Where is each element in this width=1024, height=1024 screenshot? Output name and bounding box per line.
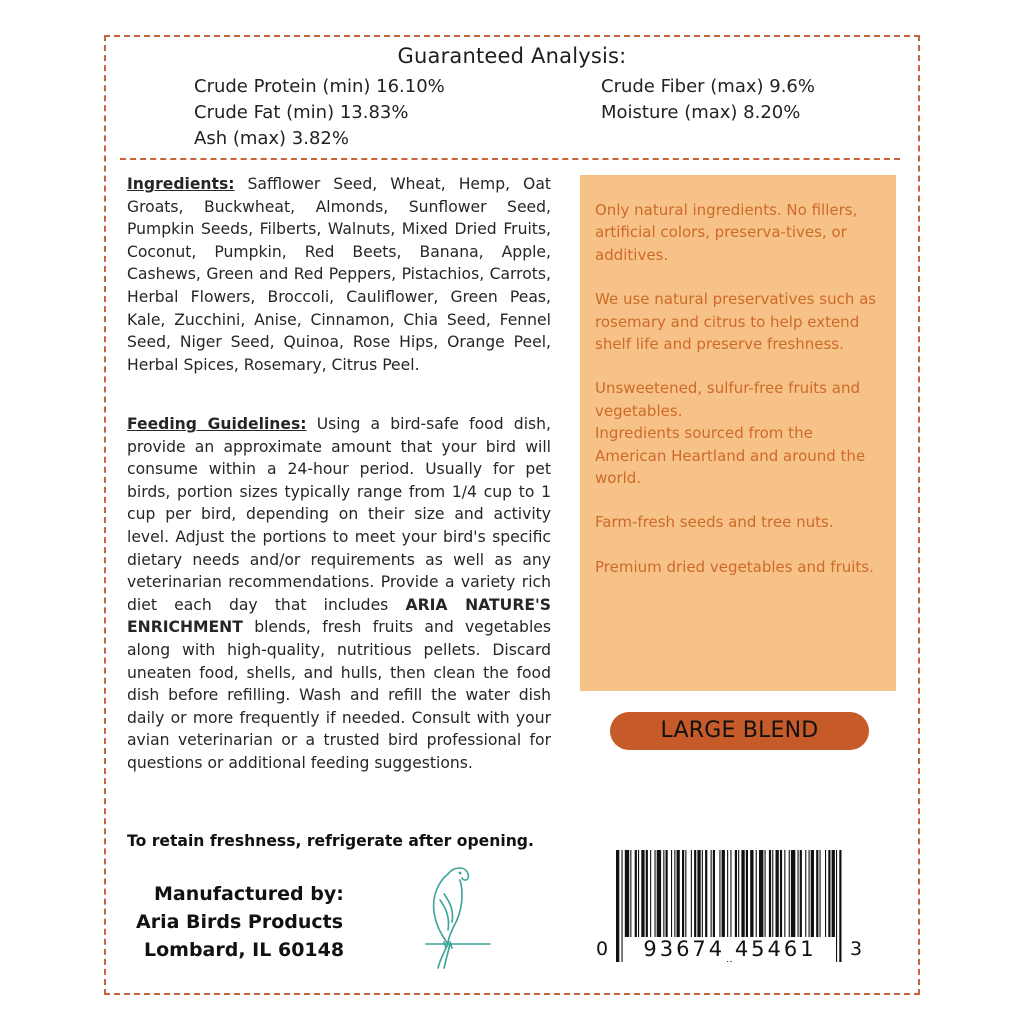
claim-natural: Only natural ingredients. No fillers, artificial colors, preserva-tives, or additives. [595,201,858,264]
storage-note: To retain freshness, refrigerate after opening. [127,832,534,850]
manufacturer-name: Aria Birds Products [136,911,344,933]
barcode-number: 93674 45461 [624,937,836,961]
blend-badge: LARGE BLEND [610,712,869,750]
feeding-guidelines-section [127,413,551,775]
ingredients-text: Safflower Seed, Wheat, Hemp, Oat Groats, Buckwheat, Almonds, Sunflower Seed, Pumpkin Seeds, Filberts, Walnuts, Mixed Dried Fruits, Coconut, Pumpkin, Red Beets, Banana, Apple, Cashews, Green and Red Peppers, Pistachios, Carrots, Herbal Flowers, Broccoli, Cauliflower, Green Peas, Kale, Zucchini, Anise, Cinnamon, Chia Seed, Fennel Seed, Niger Seed, Quinoa, Rose Hips, Orange Peel, Herbal Spices, Rosemary, Citrus Peel. [127,175,551,374]
section-divider [120,158,900,160]
feeding-text-before: Using a bird-safe food dish, provide an approximate amount that your bird will consume within a 24-hour period. Usually for pet birds, portion sizes typically range from 1/4 cup to 1 cup per bird, depending on their size and activity level. Adjust the portions to meet your bird's specific dietary needs and/or requirements as well as any veterinarian recommendations. Provide a variety rich diet each day that includes [127,415,551,614]
claim-unsweetened: Unsweetened, sulfur-free fruits and vegetables. [595,379,860,420]
claim-premium: Premium dried vegetables and fruits. [595,557,874,576]
manufacturer-block [134,880,394,964]
claim-preservatives: We use natural preservatives such as rosemary and citrus to help extend shelf life and preserve freshness. [595,290,877,354]
claim-farm-fresh: Farm-fresh seeds and tree nuts. [595,513,834,532]
crude-fiber: Crude Fiber (max) 9.6% [601,76,815,97]
crude-protein: Crude Protein (min) 16.10% [194,76,445,97]
manufacturer-address: Lombard, IL 60148 [144,939,345,961]
barcode-left-digit: 0 [596,938,609,960]
ash: Ash (max) 3.82% [194,128,349,149]
analysis-title: Guaranteed Analysis: [397,44,627,68]
feeding-text-after: blends, fresh fruits and vegetables along with high-quality, nutritious pellets. Discard uneaten food, shells, and hulls, then clean the food dish before refilling. Wash and refill the water dish daily or more frequently if needed. Consult with your avian veterinarian or a trusted bird professional for questions or additional feeding suggestions. [127,618,551,772]
claims-panel [580,175,896,691]
feeding-label: Feeding Guidelines: [127,415,307,433]
barcode-right-digit: 3 [850,938,863,960]
ingredients-label: Ingredients: [127,175,235,193]
parrot-line-logo-icon [404,860,494,970]
brand-name: ARIA NATURE'S ENRICHMENT [127,595,551,637]
moisture: Moisture (max) 8.20% [601,102,801,123]
claim-sourced: Ingredients sourced from the American Heartland and around the world. [595,424,866,488]
crude-fat: Crude Fat (min) 13.83% [194,102,409,123]
manufacturer-heading: Manufactured by: [154,883,344,905]
ingredients-section [127,173,551,376]
